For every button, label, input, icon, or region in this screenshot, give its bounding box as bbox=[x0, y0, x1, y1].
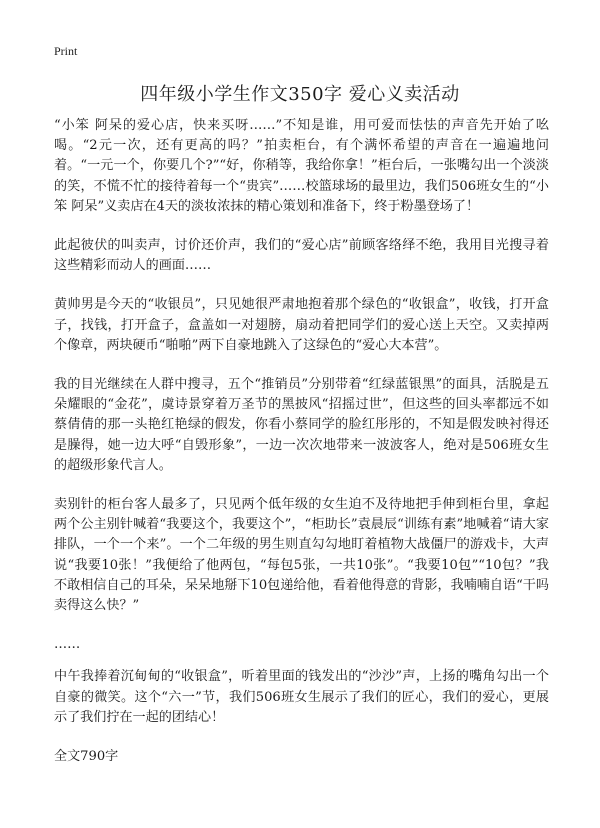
paragraph-salespeople: 我的目光继续在人群中搜寻，五个“推销员”分别带着“红绿蓝银黑”的面具，活脱是五朵耀眼的“金花”，虞诗景穿着万圣节的黑披风“招摇过世”，但这些的回头率都远不如蔡倩倩的那一头艳红艳绿的假发，你看小蔡同学的脸红彤彤的，不知是假发映衬得还是臊得，她一边大呼“自毁形象”，一边一次次地带来一波波客人，绝对是506班女生的超级形象代言人。 bbox=[54, 377, 549, 473]
article-body bbox=[54, 116, 549, 786]
paragraph-pin-counter: 卖别针的柜台客人最多了，只见两个低年级的女生迫不及待地把手伸到柜台里，拿起两个公主别针喊着“我要这个，我要这个”，“柜助长”袁晨辰“训练有素”地喊着“请大家排队，一个一个来”。一个二年级的男生则直勾勾地盯着植物大战僵尸的游戏卡，大声说“我要10张！”我便给了他两包，“每包5张，一共10张”。“我要10包”“10包？”我不敢相信自己的耳朵，呆呆地掰下10包递给他，看着他得意的背影，我喃喃自语“干吗卖得这么快？” bbox=[54, 497, 549, 614]
paragraph-conclusion: 中午我捧着沉甸甸的“收银盒”，听着里面的钱发出的“沙沙”声，上扬的嘴角勾出一个自豪的微笑。这个“六一”节，我们506班女生展示了我们的匠心，我们的爱心，更展示了我们拧在一起的团结心！ bbox=[54, 669, 549, 725]
page-title: 四年级小学生作文350字 爱心义卖活动 bbox=[140, 84, 460, 105]
paragraph-ellipsis: …… bbox=[54, 637, 81, 653]
word-count: 全文790字 bbox=[54, 749, 119, 765]
print-link[interactable]: Print bbox=[54, 44, 78, 58]
paragraph-intro: “小笨 阿呆的爱心店，快来买呀……”不知是谁，用可爱而怯怯的声音先开始了吆喝。“2元一次，还有更高的吗？”拍卖柜台，有个满怀希望的声音在一遍遍地问着。“一元一个，你要几个?”“好，你稍等，我给你拿！”柜台后，一张嘴勾出一个淡淡的笑，不慌不忙的接待着每一个“贵宾”……校篮球场的最里边，我们506班女生的“小笨 阿呆”义卖店在4天的淡妆浓抹的精心策划和准备下，终于粉墨登场了！ bbox=[54, 118, 549, 214]
paragraph-cashier: 黄帅男是今天的“收银员”，只见她很严肃地抱着那个绿色的“收银盒”，收钱，打开盒子，找钱，打开盒子，盒盖如一对翅膀，扇动着把同学们的爱心送上天空。又卖掉两个像章，两块硬币“啪啪”两下自豪地跳入了这绿色的“爱心大本营”。 bbox=[54, 297, 549, 353]
paragraph-scene: 此起彼伏的叫卖声，讨价还价声，我们的“爱心店”前顾客络绎不绝，我用目光搜寻着这些精彩而动人的画面…… bbox=[54, 238, 549, 274]
